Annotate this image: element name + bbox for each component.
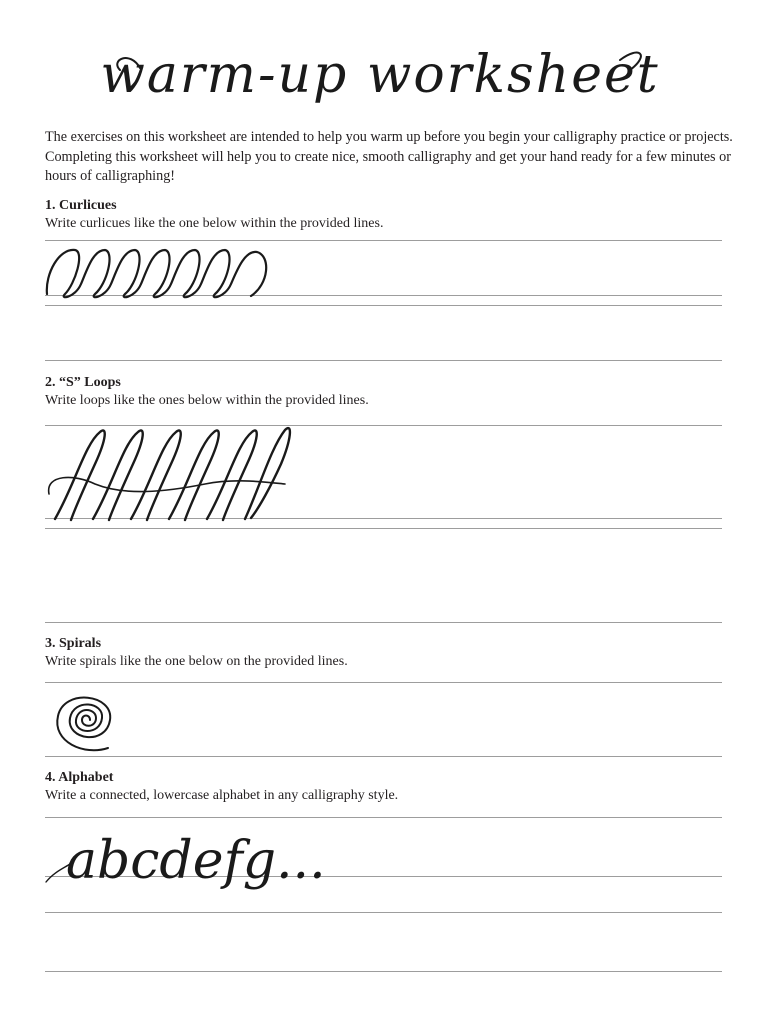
title-lettering	[100, 40, 660, 130]
s-loop-sample	[45, 424, 295, 529]
spiral-sample	[44, 684, 124, 761]
guide-line	[45, 240, 722, 241]
section-heading-alphabet: 4. Alphabet	[45, 770, 114, 785]
guide-line	[45, 756, 722, 757]
guide-line	[45, 622, 722, 623]
worksheet-title	[100, 40, 660, 130]
section-instruction-s-loops: Write loops like the ones below within the provided lines.	[45, 393, 369, 408]
curlicue-sample	[45, 244, 275, 305]
section-heading-spirals: 3. Spirals	[45, 636, 102, 651]
intro-paragraph: The exercises on this worksheet are intended to help you warm up before you begin your calligraphy practice or projects. Completing this worksheet will help you to create nice, smooth calligraphy and get your hand ready for a few minutes or hours of calligraphing!	[45, 129, 733, 184]
alphabet-sample-text: abcdefg...	[66, 831, 326, 891]
guide-line	[45, 971, 722, 972]
section-instruction-alphabet: Write a connected, lowercase alphabet in any calligraphy style.	[45, 788, 399, 803]
section-instruction-curlicues: Write curlicues like the one below within the provided lines.	[45, 216, 384, 231]
title-text: warm-up worksheet	[100, 45, 660, 105]
section-heading-curlicues: 1. Curlicues	[45, 198, 117, 213]
guide-line	[45, 682, 722, 683]
section-heading-s-loops: 2. “S” Loops	[45, 375, 121, 390]
alphabet-sample	[44, 812, 326, 917]
guide-line	[45, 305, 722, 306]
guide-line	[45, 360, 722, 361]
section-instruction-spirals: Write spirals like the one below on the provided lines.	[45, 654, 348, 669]
